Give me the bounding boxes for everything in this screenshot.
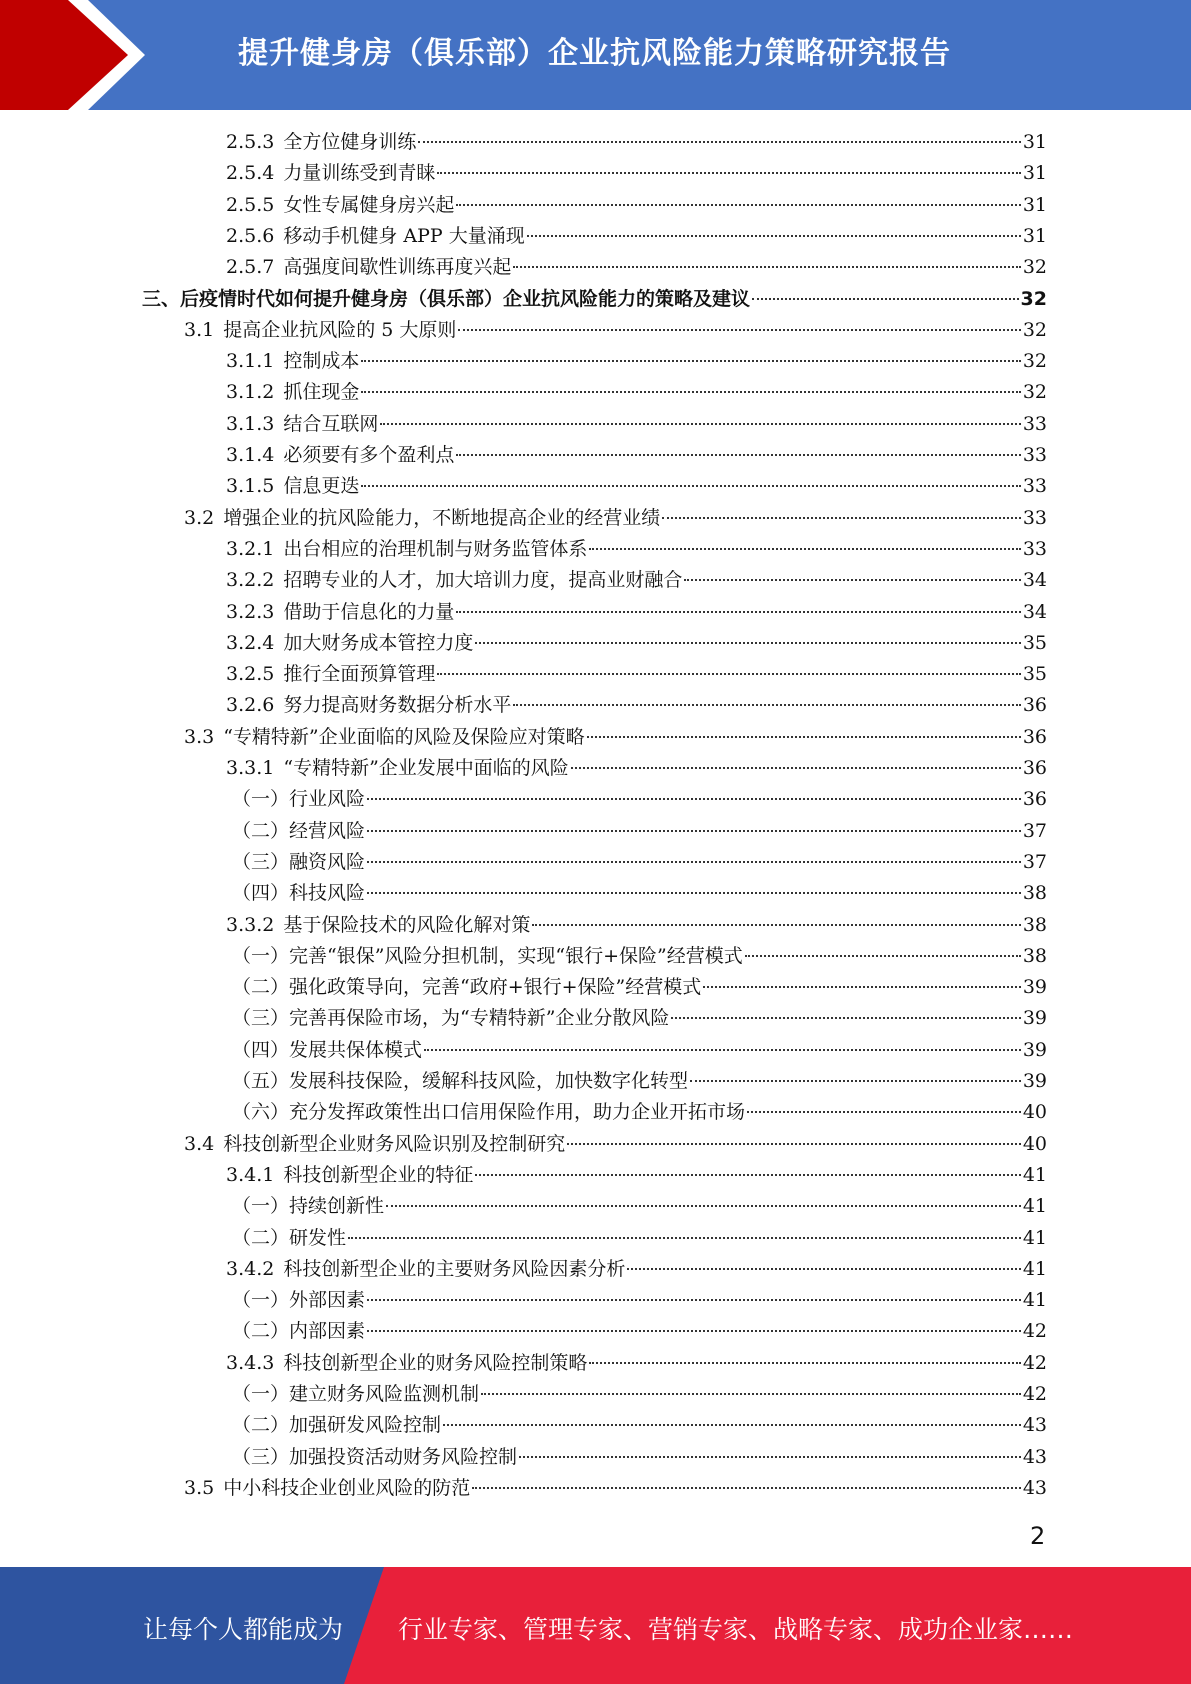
toc-entry-page: 31 bbox=[1022, 224, 1047, 247]
toc-entry-title: （二）强化政策导向，完善“政府+银行+保险”经营模式 bbox=[232, 976, 702, 999]
toc-entry-number: 3.2.6 bbox=[226, 694, 275, 717]
toc-entry[interactable] bbox=[184, 722, 1047, 752]
toc-entry-number: 3.3 bbox=[184, 725, 215, 748]
toc-dot-leader bbox=[475, 1174, 1020, 1176]
toc-entry-page: 40 bbox=[1022, 1101, 1047, 1124]
toc-entry-number: 3.2.2 bbox=[226, 569, 275, 592]
toc-entry[interactable] bbox=[226, 190, 1047, 220]
toc-entry-page: 36 bbox=[1022, 757, 1047, 779]
toc-entry-number: 3.1.1 bbox=[226, 350, 275, 373]
toc-entry[interactable] bbox=[142, 284, 1047, 314]
toc-entry-page: 37 bbox=[1022, 850, 1047, 873]
toc-entry-title: 移动手机健身 APP 大量涌现 bbox=[283, 224, 525, 247]
toc-dot-leader bbox=[684, 579, 1020, 581]
toc-entry-page: 32 bbox=[1020, 287, 1047, 310]
toc-entry-title: 信息更迭 bbox=[283, 475, 360, 498]
toc-entry-title: （二）内部因素 bbox=[232, 1320, 366, 1343]
toc-dot-leader bbox=[752, 298, 1019, 300]
toc-entry-number: 3.3.2 bbox=[226, 913, 275, 936]
toc-entry-title: 科技创新型企业的财务风险控制策略 bbox=[283, 1351, 588, 1374]
toc-entry[interactable] bbox=[226, 690, 1047, 720]
toc-dot-leader bbox=[418, 141, 1020, 143]
toc-entry-title: （一）完善“银保”风险分担机制，实现“银行+保险”经营模式 bbox=[232, 944, 743, 967]
toc-entry-page: 36 bbox=[1022, 725, 1047, 748]
toc-entry-title: 抓住现金 bbox=[283, 381, 360, 404]
toc-entry-title: 全方位健身训练 bbox=[283, 131, 417, 153]
toc-entry-title: 增强企业的抗风险能力，不断地提高企业的经营业绩 bbox=[223, 506, 661, 529]
toc-entry[interactable] bbox=[232, 1035, 1047, 1065]
toc-entry-title: （四）科技风险 bbox=[232, 882, 366, 905]
toc-dot-leader bbox=[456, 454, 1020, 456]
toc-entry[interactable] bbox=[226, 534, 1047, 564]
toc-dot-leader bbox=[367, 798, 1021, 800]
toc-entry-page: 40 bbox=[1022, 1132, 1047, 1155]
toc-entry-title: 结合互联网 bbox=[283, 412, 379, 435]
page-header bbox=[0, 0, 1191, 110]
toc-entry-title: （六）充分发挥政策性出口信用保险作用，助力企业开拓市场 bbox=[232, 1101, 746, 1124]
toc-dot-leader bbox=[587, 736, 1021, 738]
toc-dot-leader bbox=[472, 1487, 1021, 1489]
toc-entry-title: （二）经营风险 bbox=[232, 819, 366, 842]
toc-entry-page: 39 bbox=[1022, 1070, 1047, 1092]
toc-entry[interactable] bbox=[184, 1473, 1047, 1503]
toc-entry[interactable] bbox=[232, 1379, 1047, 1409]
toc-dot-leader bbox=[443, 1424, 1021, 1426]
toc-entry-number: 3.3.1 bbox=[226, 757, 275, 779]
toc-entry-page: 38 bbox=[1022, 882, 1047, 905]
toc-entry-number: 3.4 bbox=[184, 1132, 215, 1155]
toc-entry-title: 基于保险技术的风险化解对策 bbox=[283, 913, 531, 936]
toc-entry[interactable] bbox=[232, 1223, 1047, 1253]
toc-entry-page: 31 bbox=[1022, 162, 1047, 185]
toc-entry-number: 2.5.6 bbox=[226, 224, 275, 247]
toc-entry-title: 提高企业抗风险的 5 大原则 bbox=[223, 318, 457, 341]
toc-entry[interactable] bbox=[232, 1066, 1047, 1096]
toc-entry-page: 36 bbox=[1022, 788, 1047, 811]
toc-entry-title: 科技创新型企业的主要财务风险因素分析 bbox=[283, 1257, 626, 1280]
toc-entry-page: 39 bbox=[1022, 1007, 1047, 1030]
toc-entry[interactable] bbox=[232, 1003, 1047, 1033]
toc-dot-leader bbox=[361, 485, 1020, 487]
toc-entry[interactable] bbox=[232, 1410, 1047, 1440]
toc-entry-page: 35 bbox=[1022, 631, 1047, 654]
toc-dot-leader bbox=[703, 986, 1021, 988]
toc-entry-page: 32 bbox=[1022, 256, 1047, 279]
page-number: 2 bbox=[1030, 1522, 1046, 1550]
toc-entry-title: （一）建立财务风险监测机制 bbox=[232, 1383, 480, 1405]
toc-entry-title: （四）发展共保体模式 bbox=[232, 1038, 423, 1061]
toc-entry-page: 35 bbox=[1022, 663, 1047, 686]
toc-entry-number: 3.4.3 bbox=[226, 1351, 275, 1374]
header-arrow-decoration bbox=[0, 0, 150, 110]
toc-entry-page: 33 bbox=[1022, 537, 1047, 560]
toc-entry-title: 出台相应的治理机制与财务监管体系 bbox=[283, 537, 588, 560]
toc-dot-leader bbox=[589, 548, 1020, 550]
toc-entry-number: 3.1.2 bbox=[226, 381, 275, 404]
toc-entry-number: 2.5.5 bbox=[226, 193, 275, 216]
toc-entry[interactable] bbox=[226, 910, 1047, 940]
toc-entry-number: 2.5.4 bbox=[226, 162, 275, 185]
toc-entry-title: 必须要有多个盈利点 bbox=[283, 444, 455, 466]
toc-dot-leader bbox=[348, 1237, 1021, 1239]
toc-entry-title: （五）发展科技保险，缓解科技风险，加快数字化转型 bbox=[232, 1070, 689, 1092]
toc-entry-page: 31 bbox=[1022, 193, 1047, 216]
toc-entry[interactable] bbox=[232, 972, 1047, 1002]
toc-entry[interactable] bbox=[232, 1442, 1047, 1472]
toc-entry-title: （一）持续创新性 bbox=[232, 1195, 385, 1218]
toc-entry[interactable] bbox=[226, 377, 1047, 407]
toc-entry[interactable] bbox=[226, 565, 1047, 595]
toc-entry[interactable] bbox=[226, 252, 1047, 282]
toc-dot-leader bbox=[367, 892, 1021, 894]
toc-entry[interactable] bbox=[232, 941, 1047, 971]
toc-entry-title: 女性专属健身房兴起 bbox=[283, 193, 455, 216]
toc-dot-leader bbox=[513, 704, 1020, 706]
toc-entry[interactable] bbox=[226, 158, 1047, 188]
toc-entry[interactable] bbox=[232, 1285, 1047, 1315]
toc-entry-title: “专精特新”企业面临的风险及保险应对策略 bbox=[223, 725, 585, 748]
toc-dot-leader bbox=[671, 1017, 1020, 1019]
toc-entry-page: 31 bbox=[1022, 131, 1047, 153]
toc-dot-leader bbox=[456, 204, 1020, 206]
toc-dot-leader bbox=[380, 423, 1020, 425]
toc-entry-title: 招聘专业的人才，加大培训力度，提高业财融合 bbox=[283, 569, 683, 592]
toc-entry-number: 3.1.3 bbox=[226, 412, 275, 435]
toc-entry-page: 33 bbox=[1022, 412, 1047, 435]
toc-entry-number: 2.5.3 bbox=[226, 131, 275, 153]
toc-dot-leader bbox=[361, 360, 1020, 362]
toc-entry[interactable] bbox=[232, 784, 1047, 814]
toc-entry-title: 推行全面预算管理 bbox=[283, 663, 436, 686]
footer-slogan-right: 行业专家、管理专家、营销专家、战略专家、成功企业家…… bbox=[398, 1615, 1074, 1644]
toc-entry-page: 43 bbox=[1022, 1476, 1047, 1499]
toc-dot-leader bbox=[527, 235, 1021, 237]
toc-entry-number: 3.2.4 bbox=[226, 631, 275, 654]
toc-entry[interactable] bbox=[226, 659, 1047, 689]
toc-entry-title: 科技创新型企业财务风险识别及控制研究 bbox=[223, 1132, 566, 1155]
toc-entry-title: 高强度间歇性训练再度兴起 bbox=[283, 256, 512, 279]
toc-dot-leader bbox=[437, 673, 1020, 675]
toc-entry-page: 42 bbox=[1022, 1383, 1047, 1405]
toc-entry[interactable] bbox=[226, 597, 1047, 627]
toc-entry[interactable] bbox=[232, 1191, 1047, 1221]
toc-dot-leader bbox=[424, 1049, 1021, 1051]
toc-entry[interactable] bbox=[226, 1160, 1047, 1190]
toc-entry-number: 3.2.1 bbox=[226, 537, 275, 560]
toc-dot-leader bbox=[571, 767, 1021, 769]
toc-entry[interactable] bbox=[184, 315, 1047, 345]
toc-entry[interactable] bbox=[232, 847, 1047, 877]
toc-dot-leader bbox=[567, 1143, 1021, 1145]
toc-entry-page: 32 bbox=[1022, 381, 1047, 404]
toc-entry-number: 3.1 bbox=[184, 318, 215, 341]
toc-dot-leader bbox=[367, 1330, 1021, 1332]
toc-entry-number: 2.5.7 bbox=[226, 256, 275, 279]
toc-dot-leader bbox=[745, 955, 1021, 957]
toc-entry-title: 加大财务成本管控力度 bbox=[283, 631, 474, 654]
toc-dot-leader bbox=[519, 1456, 1021, 1458]
toc-entry-title: （二）研发性 bbox=[232, 1226, 347, 1249]
toc-entry-page: 33 bbox=[1022, 475, 1047, 498]
toc-dot-leader bbox=[437, 172, 1020, 174]
toc-entry-number: 3.4.1 bbox=[226, 1163, 275, 1186]
page-footer bbox=[0, 1567, 1191, 1684]
toc-entry-page: 33 bbox=[1022, 444, 1047, 466]
toc-dot-leader bbox=[481, 1393, 1021, 1395]
footer-slogan-left: 让每个人都能成为 bbox=[143, 1615, 344, 1644]
toc-entry[interactable] bbox=[226, 753, 1047, 783]
toc-entry[interactable] bbox=[232, 1097, 1047, 1127]
toc-dot-leader bbox=[627, 1268, 1020, 1270]
toc-entry-title: 借助于信息化的力量 bbox=[283, 600, 455, 623]
toc-entry[interactable] bbox=[232, 878, 1047, 908]
toc-dot-leader bbox=[747, 1111, 1021, 1113]
toc-entry-page: 34 bbox=[1022, 569, 1047, 592]
toc-entry-number: 3.5 bbox=[184, 1476, 215, 1499]
toc-entry-number: 3.1.5 bbox=[226, 475, 275, 498]
toc-dot-leader bbox=[458, 329, 1020, 331]
toc-entry-page: 42 bbox=[1022, 1351, 1047, 1374]
toc-entry-title: （一）行业风险 bbox=[232, 788, 366, 811]
toc-dot-leader bbox=[367, 830, 1021, 832]
toc-entry-page: 41 bbox=[1022, 1195, 1047, 1218]
toc-entry-page: 41 bbox=[1022, 1289, 1047, 1312]
toc-entry-number: 3.2.5 bbox=[226, 663, 275, 686]
toc-entry-number: 3.2 bbox=[184, 506, 215, 529]
toc-entry-title: （三）加强投资活动财务风险控制 bbox=[232, 1445, 518, 1468]
toc-entry[interactable] bbox=[226, 409, 1047, 439]
toc-entry[interactable] bbox=[226, 1348, 1047, 1378]
toc-entry[interactable] bbox=[226, 628, 1047, 658]
toc-entry-page: 39 bbox=[1022, 1038, 1047, 1061]
toc-entry-number: 3.1.4 bbox=[226, 444, 275, 466]
toc-entry-page: 38 bbox=[1022, 944, 1047, 967]
toc-dot-leader bbox=[532, 924, 1020, 926]
toc-dot-leader bbox=[690, 1080, 1021, 1082]
toc-entry-title: （一）外部因素 bbox=[232, 1289, 366, 1312]
toc-entry[interactable] bbox=[184, 1129, 1047, 1159]
toc-entry-title: （二）加强研发风险控制 bbox=[232, 1414, 442, 1437]
toc-entry-page: 34 bbox=[1022, 600, 1047, 623]
toc-entry[interactable] bbox=[226, 221, 1047, 251]
toc-entry[interactable] bbox=[232, 1316, 1047, 1346]
toc-entry-page: 43 bbox=[1022, 1445, 1047, 1468]
toc-entry-title: 努力提高财务数据分析水平 bbox=[283, 694, 512, 717]
toc-entry[interactable] bbox=[226, 346, 1047, 376]
toc-dot-leader bbox=[367, 861, 1021, 863]
toc-entry-page: 33 bbox=[1022, 506, 1047, 529]
toc-entry[interactable] bbox=[226, 440, 1047, 470]
toc-dot-leader bbox=[662, 517, 1021, 519]
toc-entry-page: 43 bbox=[1022, 1414, 1047, 1437]
toc-entry-title: 三、后疫情时代如何提升健身房（俱乐部）企业抗风险能力的策略及建议 bbox=[142, 287, 751, 310]
toc-dot-leader bbox=[513, 266, 1020, 268]
toc-entry-title: 科技创新型企业的特征 bbox=[283, 1163, 474, 1186]
toc-entry-page: 32 bbox=[1022, 318, 1047, 341]
toc-entry-page: 41 bbox=[1022, 1257, 1047, 1280]
toc-entry-title: 力量训练受到青睐 bbox=[283, 162, 436, 185]
toc-entry-title: （三）融资风险 bbox=[232, 850, 366, 873]
toc-entry-number: 3.4.2 bbox=[226, 1257, 275, 1280]
toc-entry[interactable] bbox=[232, 816, 1047, 846]
toc-entry-page: 37 bbox=[1022, 819, 1047, 842]
toc-entry-page: 42 bbox=[1022, 1320, 1047, 1343]
toc-dot-leader bbox=[456, 611, 1020, 613]
toc-dot-leader bbox=[361, 391, 1020, 393]
toc-entry-title: （三）完善再保险市场，为“专精特新”企业分散风险 bbox=[232, 1007, 670, 1030]
toc-entry-title: 中小科技企业创业风险的防范 bbox=[223, 1476, 471, 1499]
toc-entry-title: 控制成本 bbox=[283, 350, 360, 373]
toc-entry-page: 39 bbox=[1022, 976, 1047, 999]
toc-entry-page: 32 bbox=[1022, 350, 1047, 373]
toc-entry-page: 41 bbox=[1022, 1226, 1047, 1249]
report-title: 提升健身房（俱乐部）企业抗风险能力策略研究报告 bbox=[238, 36, 951, 71]
toc-entry-page: 41 bbox=[1022, 1163, 1047, 1186]
toc-entry[interactable] bbox=[226, 1254, 1047, 1284]
toc-dot-leader bbox=[367, 1299, 1021, 1301]
toc-entry[interactable] bbox=[184, 503, 1047, 533]
toc-entry-page: 36 bbox=[1022, 694, 1047, 717]
toc-entry[interactable] bbox=[226, 127, 1047, 157]
toc-entry-number: 3.2.3 bbox=[226, 600, 275, 623]
toc-dot-leader bbox=[589, 1362, 1020, 1364]
toc-dot-leader bbox=[386, 1205, 1021, 1207]
toc-entry-page: 38 bbox=[1022, 913, 1047, 936]
toc-dot-leader bbox=[475, 642, 1020, 644]
toc-entry[interactable] bbox=[226, 471, 1047, 501]
toc-entry-title: “专精特新”企业发展中面临的风险 bbox=[283, 757, 569, 779]
